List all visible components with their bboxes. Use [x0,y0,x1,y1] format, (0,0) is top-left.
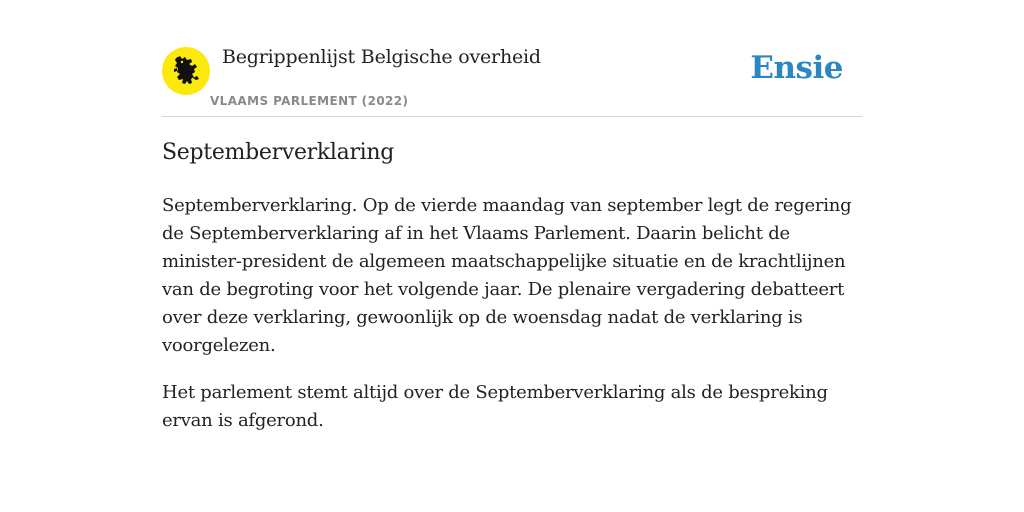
ensie-logo-link[interactable]: Ensie [750,50,843,86]
flemish-lion-icon [162,47,210,95]
entry-definition [162,192,862,454]
entry-term-heading: Septemberverklaring [162,140,395,165]
source-title[interactable]: Begrippenlijst Belgische overheid [222,46,541,68]
source-subtitle: VLAAMS PARLEMENT (2022) [210,94,409,108]
definition-paragraph: Het parlement stemt altijd over de Septemberverklaring als de bespreking ervan is afgerond. [162,382,828,431]
source-header [162,44,862,117]
definition-paragraph: Septemberverklaring. Op de vierde maandag van september legt de regering de Septemberverklaring af in het Vlaams Parlement. Daarin belicht de minister-president de algemeen maatschappelijke situatie en de krachtlijnen van de begroting voor het volgende jaar. De plenaire vergadering debatteert over deze verklaring, gewoonlijk op de woensdag nadat de verklaring is voorgelezen. [162,195,852,356]
